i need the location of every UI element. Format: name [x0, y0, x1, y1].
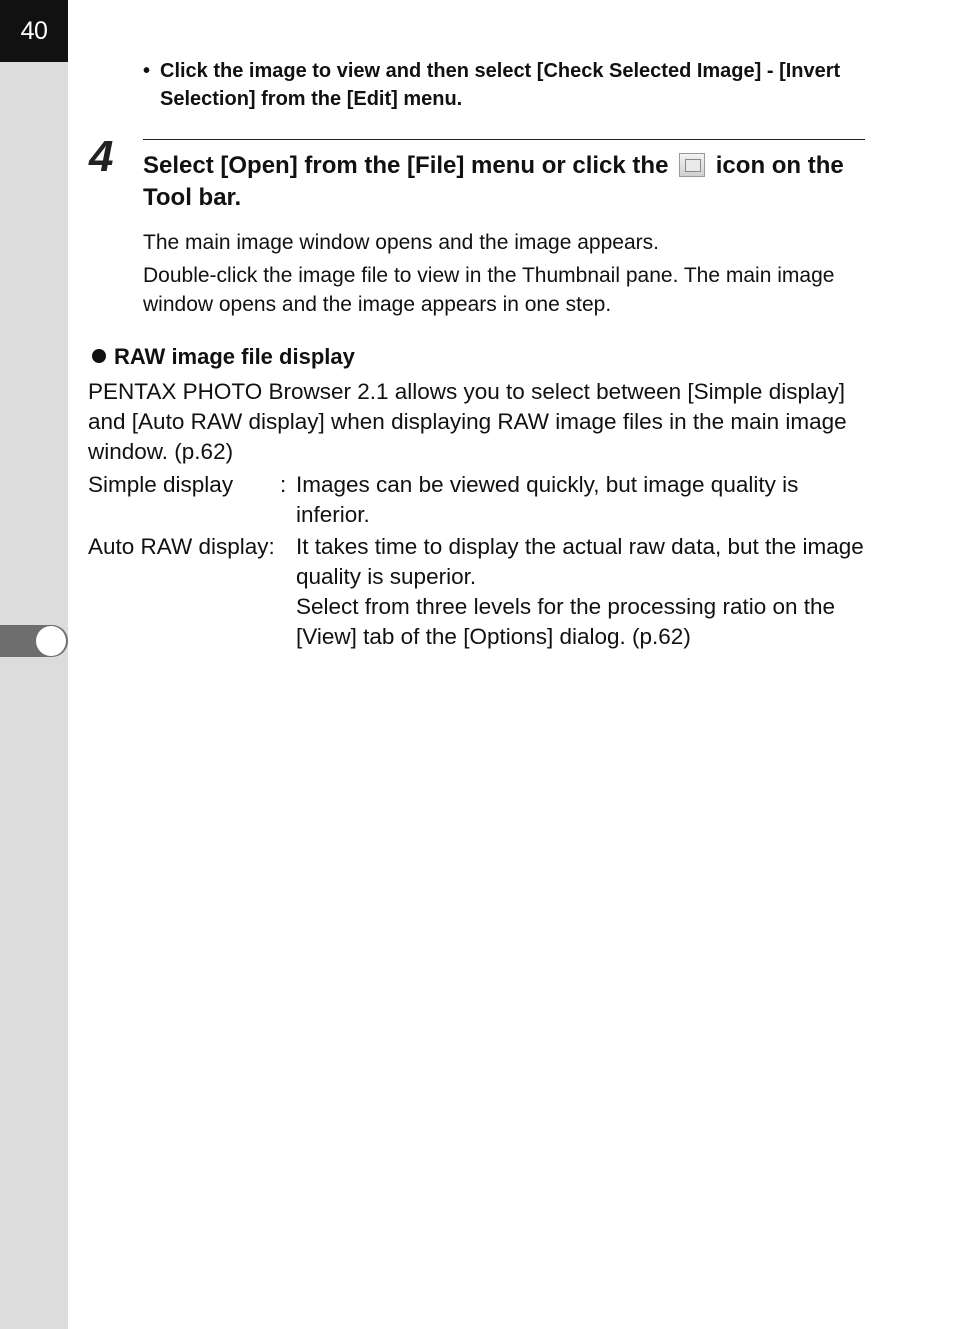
- step-heading-text-end: icon on the Tool bar.: [143, 152, 844, 211]
- section-title-text: RAW image file display: [114, 344, 355, 369]
- bullet-note-marker: •: [143, 60, 151, 82]
- step-body-paragraph: Double-click the image file to view in the Thumbnail pane. The main image window opens and the image appears in one step.: [143, 264, 835, 316]
- side-margin-band: [0, 0, 68, 1329]
- bullet-note: [143, 57, 885, 113]
- step-divider: [143, 139, 865, 140]
- page-number: 40: [0, 0, 68, 62]
- chapter-tab-dot: [36, 626, 66, 656]
- section-intro: PENTAX PHOTO Browser 2.1 allows you to select between [Simple display] and [Auto RAW display] when displaying RAW image files in the main image window. (p.62): [88, 379, 847, 464]
- section-body: [88, 377, 868, 654]
- definition-term: Simple display: [88, 472, 234, 497]
- definition-row-simple-display: [88, 470, 868, 530]
- definition-description: [296, 470, 868, 530]
- definition-line: It takes time to display the actual raw data, but the image quality is superior.: [296, 534, 864, 589]
- bullet-note-text: Click the image to view and then select [Check Selected Image] - [Invert Selection] from the [Edit] menu.: [160, 60, 841, 110]
- step-heading-text-start: Select [Open] from the [File] menu or click the: [143, 152, 669, 179]
- filled-circle-bullet-icon: [92, 349, 106, 363]
- definition-line: Select from three levels for the processing ratio on the [View] tab of the [Options] dialog. (p.62): [296, 594, 836, 649]
- definition-term: Auto RAW display:: [88, 534, 275, 559]
- definition-colon: :: [280, 472, 287, 497]
- definition-description: [296, 532, 868, 652]
- step-body-paragraph: The main image window opens and the image appears.: [143, 231, 659, 254]
- definition-line: Images can be viewed quickly, but image quality is inferior.: [296, 472, 799, 527]
- section-title: [92, 342, 355, 372]
- open-image-toolbar-icon: [679, 153, 705, 177]
- step-number: 4: [89, 132, 112, 181]
- step-body: [143, 228, 868, 323]
- step-heading: [143, 150, 868, 214]
- definition-row-auto-raw-display: [88, 532, 868, 652]
